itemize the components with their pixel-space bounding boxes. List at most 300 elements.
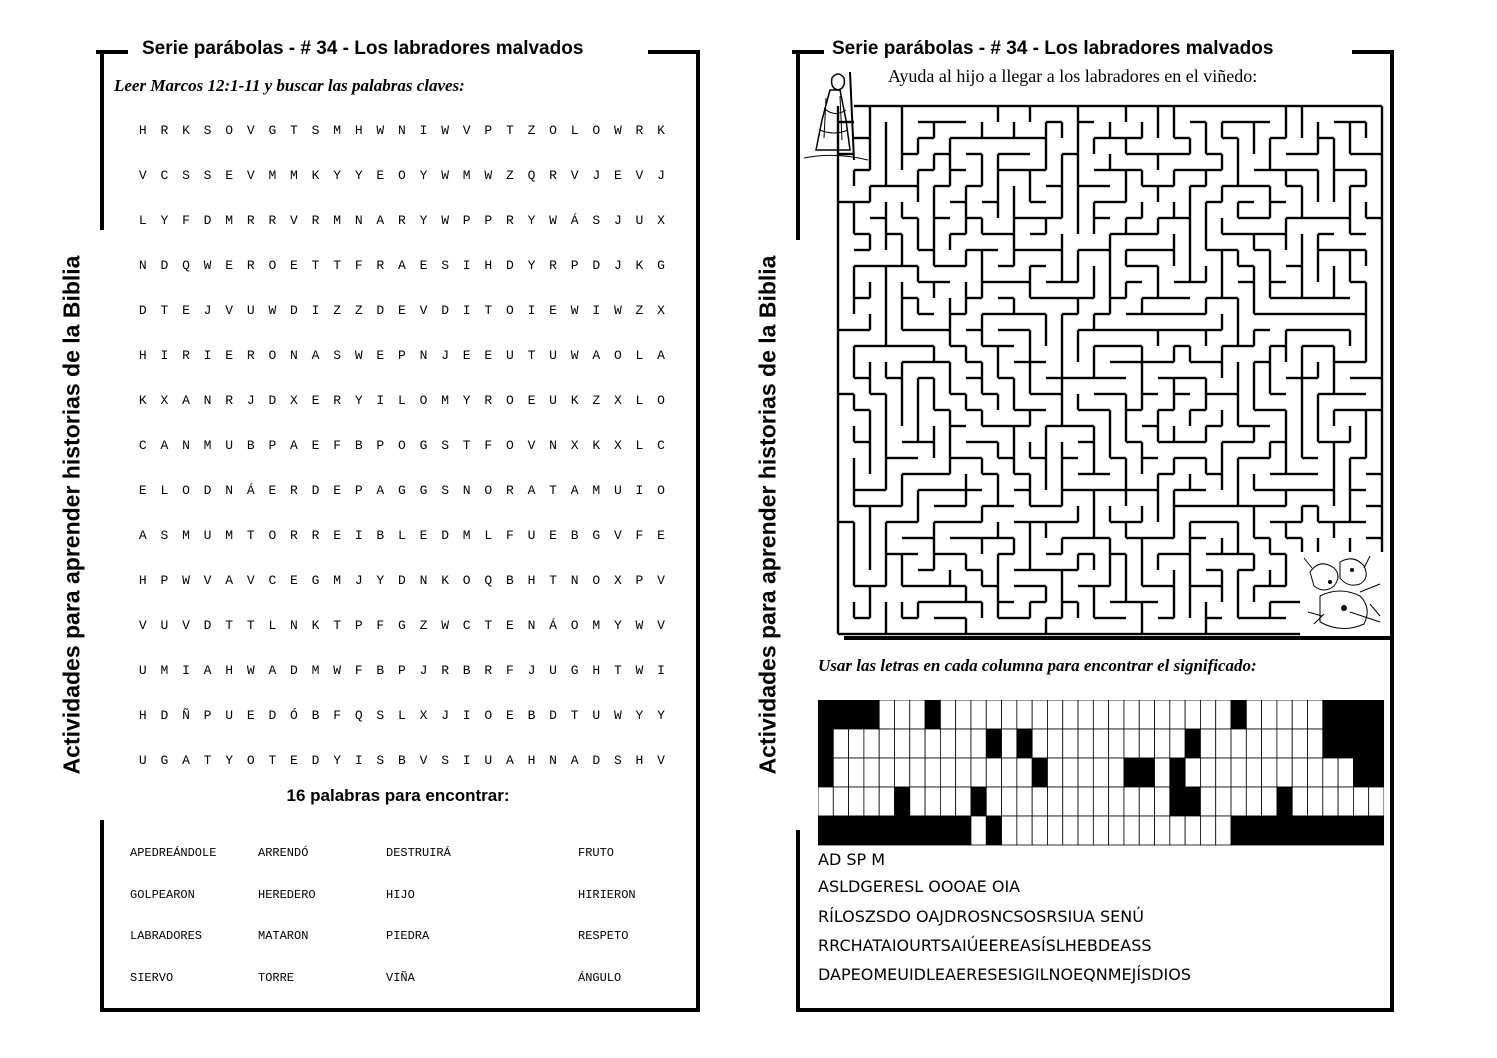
grid-letter[interactable]: E <box>333 528 342 543</box>
grid-letter[interactable]: T <box>225 618 234 633</box>
cipher-cell[interactable] <box>894 758 909 787</box>
grid-letter[interactable]: O <box>613 348 622 363</box>
grid-letter[interactable]: R <box>246 258 255 273</box>
cipher-cell[interactable] <box>849 787 864 816</box>
grid-letter[interactable]: T <box>484 618 493 633</box>
grid-letter[interactable]: J <box>246 393 255 408</box>
cipher-cell[interactable] <box>986 787 1001 816</box>
cipher-cell[interactable] <box>1200 758 1215 787</box>
grid-letter[interactable]: S <box>613 753 622 768</box>
cipher-cell[interactable] <box>849 758 864 787</box>
grid-letter[interactable]: I <box>419 123 428 138</box>
grid-letter[interactable]: V <box>203 573 212 588</box>
cipher-cell[interactable] <box>1323 787 1338 816</box>
grid-letter[interactable]: V <box>138 618 147 633</box>
grid-letter[interactable]: D <box>138 303 147 318</box>
cipher-cell[interactable] <box>1032 729 1047 758</box>
grid-letter[interactable]: C <box>268 573 277 588</box>
grid-letter[interactable]: O <box>182 483 190 498</box>
cipher-cell[interactable] <box>1200 787 1215 816</box>
cipher-cell[interactable] <box>1032 787 1047 816</box>
cipher-cell[interactable] <box>1109 700 1124 729</box>
grid-letter[interactable]: T <box>203 753 212 768</box>
grid-letter[interactable]: H <box>484 258 493 273</box>
grid-letter[interactable]: N <box>527 618 536 633</box>
cipher-cell[interactable] <box>1047 729 1062 758</box>
grid-letter[interactable]: F <box>635 528 644 543</box>
grid-letter[interactable]: B <box>311 708 320 723</box>
grid-letter[interactable]: E <box>398 303 406 318</box>
grid-letter[interactable]: K <box>570 393 579 408</box>
grid-letter[interactable]: S <box>441 438 450 453</box>
cipher-cell[interactable] <box>1216 700 1231 729</box>
cipher-cell[interactable] <box>1139 729 1154 758</box>
grid-letter[interactable]: M <box>225 213 234 228</box>
grid-letter[interactable]: Á <box>246 483 255 498</box>
grid-letter[interactable]: E <box>657 528 665 543</box>
grid-letter[interactable]: D <box>592 753 601 768</box>
grid-letter[interactable]: E <box>549 303 557 318</box>
grid-letter[interactable]: Q <box>354 708 363 723</box>
cipher-cell[interactable] <box>940 787 955 816</box>
grid-letter[interactable]: Z <box>635 303 644 318</box>
grid-letter[interactable]: U <box>549 393 557 408</box>
grid-letter[interactable]: L <box>398 393 406 408</box>
cipher-cell[interactable] <box>833 787 848 816</box>
grid-letter[interactable]: M <box>462 528 471 543</box>
cipher-cell[interactable] <box>879 758 894 787</box>
grid-letter[interactable]: Y <box>419 213 428 228</box>
grid-letter[interactable]: E <box>613 168 622 183</box>
grid-letter[interactable]: P <box>354 618 363 633</box>
grid-letter[interactable]: O <box>398 168 406 183</box>
grid-letter[interactable]: T <box>527 348 536 363</box>
grid-letter[interactable]: D <box>203 618 212 633</box>
grid-letter[interactable]: G <box>419 483 428 498</box>
cipher-cell[interactable] <box>879 700 894 729</box>
grid-letter[interactable]: I <box>462 258 471 273</box>
grid-letter[interactable]: J <box>592 168 601 183</box>
grid-letter[interactable]: W <box>441 123 450 138</box>
grid-letter[interactable]: R <box>290 483 298 498</box>
cipher-cell[interactable] <box>1109 816 1124 845</box>
grid-letter[interactable]: Q <box>527 168 536 183</box>
grid-letter[interactable]: A <box>398 258 406 273</box>
grid-letter[interactable]: U <box>549 348 557 363</box>
grid-letter[interactable]: W <box>613 123 622 138</box>
cipher-cell[interactable] <box>940 729 955 758</box>
grid-letter[interactable]: P <box>398 663 406 678</box>
grid-letter[interactable]: E <box>549 528 557 543</box>
cipher-grid[interactable] <box>818 700 1384 848</box>
grid-letter[interactable]: B <box>354 438 363 453</box>
grid-letter[interactable]: T <box>549 573 557 588</box>
grid-letter[interactable]: S <box>333 348 342 363</box>
grid-letter[interactable]: G <box>160 753 169 768</box>
grid-letter[interactable]: V <box>290 213 298 228</box>
cipher-cell[interactable] <box>1246 758 1261 787</box>
cipher-cell[interactable] <box>1032 816 1047 845</box>
grid-letter[interactable]: T <box>246 528 255 543</box>
cipher-cell[interactable] <box>1124 700 1139 729</box>
grid-letter[interactable]: O <box>398 438 406 453</box>
grid-letter[interactable]: Z <box>354 303 363 318</box>
grid-letter[interactable]: W <box>182 573 190 588</box>
grid-letter[interactable]: E <box>268 483 277 498</box>
grid-letter[interactable]: X <box>419 708 428 723</box>
grid-letter[interactable]: W <box>484 168 493 183</box>
cipher-cell[interactable] <box>1170 700 1185 729</box>
grid-letter[interactable]: A <box>138 528 147 543</box>
grid-letter[interactable]: O <box>570 618 579 633</box>
grid-letter[interactable]: L <box>268 618 277 633</box>
grid-letter[interactable]: D <box>441 303 450 318</box>
grid-letter[interactable]: N <box>354 213 363 228</box>
grid-letter[interactable]: M <box>333 213 342 228</box>
grid-letter[interactable]: W <box>376 123 385 138</box>
cipher-cell[interactable] <box>1308 758 1323 787</box>
grid-letter[interactable]: T <box>462 438 471 453</box>
cipher-cell[interactable] <box>1277 758 1292 787</box>
cipher-cell[interactable] <box>1262 729 1277 758</box>
grid-letter[interactable]: W <box>635 663 644 678</box>
grid-letter[interactable]: A <box>290 438 298 453</box>
grid-letter[interactable]: D <box>311 753 320 768</box>
cipher-cell[interactable] <box>1170 729 1185 758</box>
cipher-cell[interactable] <box>910 758 925 787</box>
cipher-cell[interactable] <box>1124 729 1139 758</box>
grid-letter[interactable]: V <box>246 168 255 183</box>
grid-letter[interactable]: R <box>505 483 514 498</box>
grid-letter[interactable]: N <box>570 573 579 588</box>
grid-letter[interactable]: O <box>419 393 428 408</box>
cipher-cell[interactable] <box>818 787 833 816</box>
grid-letter[interactable]: M <box>592 483 601 498</box>
cipher-cell[interactable] <box>1093 787 1108 816</box>
grid-letter[interactable]: J <box>354 573 363 588</box>
grid-letter[interactable]: B <box>570 528 579 543</box>
grid-letter[interactable]: Y <box>657 708 665 723</box>
grid-letter[interactable]: U <box>613 483 622 498</box>
grid-letter[interactable]: P <box>354 483 363 498</box>
cipher-cell[interactable] <box>1093 758 1108 787</box>
grid-letter[interactable]: I <box>376 393 385 408</box>
grid-letter[interactable]: N <box>549 438 557 453</box>
grid-letter[interactable]: Y <box>354 168 363 183</box>
cipher-cell[interactable] <box>1139 700 1154 729</box>
cipher-cell[interactable] <box>1262 700 1277 729</box>
cipher-cell[interactable] <box>1216 787 1231 816</box>
cipher-cell[interactable] <box>1078 787 1093 816</box>
grid-letter[interactable]: W <box>354 348 363 363</box>
grid-letter[interactable]: H <box>138 573 147 588</box>
grid-letter[interactable]: M <box>592 618 601 633</box>
grid-letter[interactable]: E <box>419 528 428 543</box>
grid-letter[interactable]: A <box>203 663 212 678</box>
grid-letter[interactable]: U <box>225 708 234 723</box>
grid-letter[interactable]: O <box>592 123 601 138</box>
grid-letter[interactable]: O <box>246 753 255 768</box>
grid-letter[interactable]: O <box>592 573 601 588</box>
grid-letter[interactable]: H <box>138 708 147 723</box>
grid-letter[interactable]: U <box>527 528 536 543</box>
grid-letter[interactable]: Y <box>376 573 385 588</box>
grid-letter[interactable]: N <box>203 393 212 408</box>
grid-letter[interactable]: J <box>527 663 536 678</box>
grid-letter[interactable]: J <box>203 303 212 318</box>
grid-letter[interactable]: U <box>203 528 212 543</box>
grid-letter[interactable]: Ñ <box>182 708 190 723</box>
grid-letter[interactable]: D <box>160 258 169 273</box>
grid-letter[interactable]: R <box>398 213 406 228</box>
grid-letter[interactable]: F <box>354 663 363 678</box>
cipher-cell[interactable] <box>1185 700 1200 729</box>
grid-letter[interactable]: G <box>398 483 406 498</box>
cipher-cell[interactable] <box>1109 729 1124 758</box>
grid-letter[interactable]: E <box>527 393 536 408</box>
cipher-cell[interactable] <box>1170 816 1185 845</box>
grid-letter[interactable]: G <box>570 663 579 678</box>
cipher-cell[interactable] <box>833 758 848 787</box>
grid-letter[interactable]: Z <box>419 618 428 633</box>
grid-letter[interactable]: D <box>441 528 450 543</box>
grid-letter[interactable]: E <box>290 573 298 588</box>
grid-letter[interactable]: E <box>484 348 493 363</box>
grid-letter[interactable]: V <box>182 618 190 633</box>
grid-letter[interactable]: P <box>376 438 385 453</box>
cipher-cell[interactable] <box>1216 758 1231 787</box>
grid-letter[interactable]: R <box>246 348 255 363</box>
grid-letter[interactable]: Y <box>333 753 342 768</box>
grid-letter[interactable]: D <box>160 708 169 723</box>
grid-letter[interactable]: J <box>613 258 622 273</box>
grid-letter[interactable]: Y <box>354 393 363 408</box>
grid-letter[interactable]: E <box>333 483 342 498</box>
grid-letter[interactable]: T <box>268 753 277 768</box>
cipher-cell[interactable] <box>971 816 986 845</box>
grid-letter[interactable]: P <box>635 573 644 588</box>
grid-letter[interactable]: B <box>462 663 471 678</box>
cipher-cell[interactable] <box>1200 700 1215 729</box>
grid-letter[interactable]: J <box>613 213 622 228</box>
cipher-cell[interactable] <box>1063 816 1078 845</box>
grid-letter[interactable]: A <box>182 753 190 768</box>
grid-letter[interactable]: A <box>376 483 385 498</box>
grid-letter[interactable]: P <box>160 573 169 588</box>
grid-letter[interactable]: P <box>203 708 212 723</box>
cipher-cell[interactable] <box>1124 787 1139 816</box>
grid-letter[interactable]: C <box>138 438 147 453</box>
grid-letter[interactable]: Y <box>225 753 234 768</box>
grid-letter[interactable]: S <box>441 753 450 768</box>
grid-letter[interactable]: I <box>354 528 363 543</box>
cipher-cell[interactable] <box>1063 787 1078 816</box>
grid-letter[interactable]: B <box>376 528 385 543</box>
cipher-cell[interactable] <box>1139 787 1154 816</box>
grid-letter[interactable]: Q <box>182 258 190 273</box>
cipher-cell[interactable] <box>1139 816 1154 845</box>
grid-letter[interactable]: W <box>268 303 277 318</box>
cipher-cell[interactable] <box>879 787 894 816</box>
grid-letter[interactable]: T <box>246 618 255 633</box>
grid-letter[interactable]: F <box>505 663 514 678</box>
grid-letter[interactable]: B <box>527 708 536 723</box>
cipher-cell[interactable] <box>1308 729 1323 758</box>
cipher-cell[interactable] <box>1093 816 1108 845</box>
grid-letter[interactable]: J <box>419 663 428 678</box>
grid-letter[interactable]: I <box>462 753 471 768</box>
grid-letter[interactable]: L <box>160 483 169 498</box>
grid-letter[interactable]: F <box>505 528 514 543</box>
grid-letter[interactable]: N <box>290 618 298 633</box>
cipher-cell[interactable] <box>1078 816 1093 845</box>
cipher-cell[interactable] <box>1002 787 1017 816</box>
grid-letter[interactable]: B <box>246 438 255 453</box>
cipher-cell[interactable] <box>1338 758 1353 787</box>
grid-letter[interactable]: E <box>182 303 190 318</box>
grid-letter[interactable]: B <box>398 753 406 768</box>
cipher-cell[interactable] <box>925 787 940 816</box>
cipher-cell[interactable] <box>1047 816 1062 845</box>
grid-letter[interactable]: R <box>160 123 169 138</box>
cipher-cell[interactable] <box>1231 729 1246 758</box>
grid-letter[interactable]: K <box>311 168 320 183</box>
grid-letter[interactable]: M <box>333 573 342 588</box>
grid-letter[interactable]: V <box>225 303 234 318</box>
cipher-cell[interactable] <box>1047 700 1062 729</box>
grid-letter[interactable]: B <box>376 663 385 678</box>
cipher-cell[interactable] <box>1262 787 1277 816</box>
grid-letter[interactable]: A <box>570 483 579 498</box>
grid-letter[interactable]: M <box>333 123 342 138</box>
grid-letter[interactable]: V <box>527 438 536 453</box>
cipher-cell[interactable] <box>910 729 925 758</box>
cipher-cell[interactable] <box>1002 729 1017 758</box>
cipher-cell[interactable] <box>1109 758 1124 787</box>
grid-letter[interactable]: Y <box>419 168 428 183</box>
grid-letter[interactable]: A <box>311 348 320 363</box>
grid-letter[interactable]: R <box>311 213 320 228</box>
cipher-cell[interactable] <box>1353 787 1368 816</box>
grid-letter[interactable]: W <box>441 213 450 228</box>
cipher-cell[interactable] <box>1155 729 1170 758</box>
grid-letter[interactable]: G <box>419 438 428 453</box>
grid-letter[interactable]: L <box>635 438 644 453</box>
grid-letter[interactable]: K <box>138 393 147 408</box>
grid-letter[interactable]: O <box>268 528 277 543</box>
cipher-cell[interactable] <box>1231 787 1246 816</box>
grid-letter[interactable]: R <box>246 213 255 228</box>
grid-letter[interactable]: O <box>225 123 234 138</box>
cipher-cell[interactable] <box>1017 787 1032 816</box>
cipher-cell[interactable] <box>1047 758 1062 787</box>
grid-letter[interactable]: U <box>138 663 147 678</box>
grid-letter[interactable]: U <box>592 708 601 723</box>
grid-letter[interactable]: E <box>290 258 298 273</box>
grid-letter[interactable]: I <box>657 663 665 678</box>
grid-letter[interactable]: M <box>203 438 212 453</box>
grid-letter[interactable]: V <box>462 123 471 138</box>
cipher-cell[interactable] <box>1200 729 1215 758</box>
cipher-cell[interactable] <box>956 729 971 758</box>
grid-letter[interactable]: W <box>635 618 644 633</box>
grid-letter[interactable]: V <box>657 753 665 768</box>
grid-letter[interactable]: I <box>311 303 320 318</box>
grid-letter[interactable]: O <box>505 438 514 453</box>
cipher-cell[interactable] <box>925 758 940 787</box>
cipher-cell[interactable] <box>1002 758 1017 787</box>
grid-letter[interactable]: O <box>505 303 514 318</box>
grid-letter[interactable]: E <box>311 438 320 453</box>
cipher-cell[interactable] <box>1323 758 1338 787</box>
grid-letter[interactable]: W <box>441 168 450 183</box>
grid-letter[interactable]: W <box>570 303 579 318</box>
grid-letter[interactable]: Z <box>505 168 514 183</box>
grid-letter[interactable]: H <box>592 663 601 678</box>
grid-letter[interactable]: R <box>268 213 277 228</box>
grid-letter[interactable]: X <box>613 438 622 453</box>
cipher-cell[interactable] <box>879 729 894 758</box>
grid-letter[interactable]: I <box>160 348 169 363</box>
grid-letter[interactable]: S <box>203 168 212 183</box>
grid-letter[interactable]: U <box>225 438 234 453</box>
grid-letter[interactable]: A <box>225 573 234 588</box>
grid-letter[interactable]: D <box>203 483 212 498</box>
grid-letter[interactable]: M <box>268 168 277 183</box>
grid-letter[interactable]: G <box>592 528 601 543</box>
grid-letter[interactable]: H <box>527 753 536 768</box>
grid-letter[interactable]: D <box>268 708 277 723</box>
grid-letter[interactable]: R <box>635 123 644 138</box>
cipher-cell[interactable] <box>864 758 879 787</box>
cipher-cell[interactable] <box>1155 758 1170 787</box>
grid-letter[interactable]: Z <box>527 123 536 138</box>
grid-letter[interactable]: M <box>311 663 320 678</box>
grid-letter[interactable]: W <box>570 348 579 363</box>
grid-letter[interactable]: F <box>182 213 190 228</box>
grid-letter[interactable]: U <box>505 348 514 363</box>
grid-letter[interactable]: M <box>225 528 234 543</box>
grid-letter[interactable]: U <box>484 753 493 768</box>
grid-letter[interactable]: R <box>549 168 557 183</box>
grid-letter[interactable]: S <box>441 258 450 273</box>
grid-letter[interactable]: X <box>657 303 665 318</box>
cipher-cell[interactable] <box>1369 787 1384 816</box>
grid-letter[interactable]: V <box>657 573 665 588</box>
grid-letter[interactable]: X <box>570 438 579 453</box>
grid-letter[interactable]: L <box>398 708 406 723</box>
grid-letter[interactable]: K <box>635 258 644 273</box>
cipher-cell[interactable] <box>1032 700 1047 729</box>
grid-letter[interactable]: H <box>635 753 644 768</box>
grid-letter[interactable]: T <box>333 618 342 633</box>
cipher-cell[interactable] <box>956 758 971 787</box>
grid-letter[interactable]: S <box>441 483 450 498</box>
grid-letter[interactable]: W <box>246 663 255 678</box>
cipher-cell[interactable] <box>1200 816 1215 845</box>
grid-letter[interactable]: H <box>527 573 536 588</box>
grid-letter[interactable]: F <box>333 438 342 453</box>
grid-letter[interactable]: R <box>549 258 557 273</box>
grid-letter[interactable]: T <box>505 123 514 138</box>
grid-letter[interactable]: Y <box>333 168 342 183</box>
grid-letter[interactable]: A <box>160 438 169 453</box>
grid-letter[interactable]: T <box>290 123 298 138</box>
grid-letter[interactable]: R <box>225 393 234 408</box>
grid-letter[interactable]: X <box>290 393 298 408</box>
cipher-cell[interactable] <box>925 729 940 758</box>
cipher-cell[interactable] <box>1292 787 1307 816</box>
